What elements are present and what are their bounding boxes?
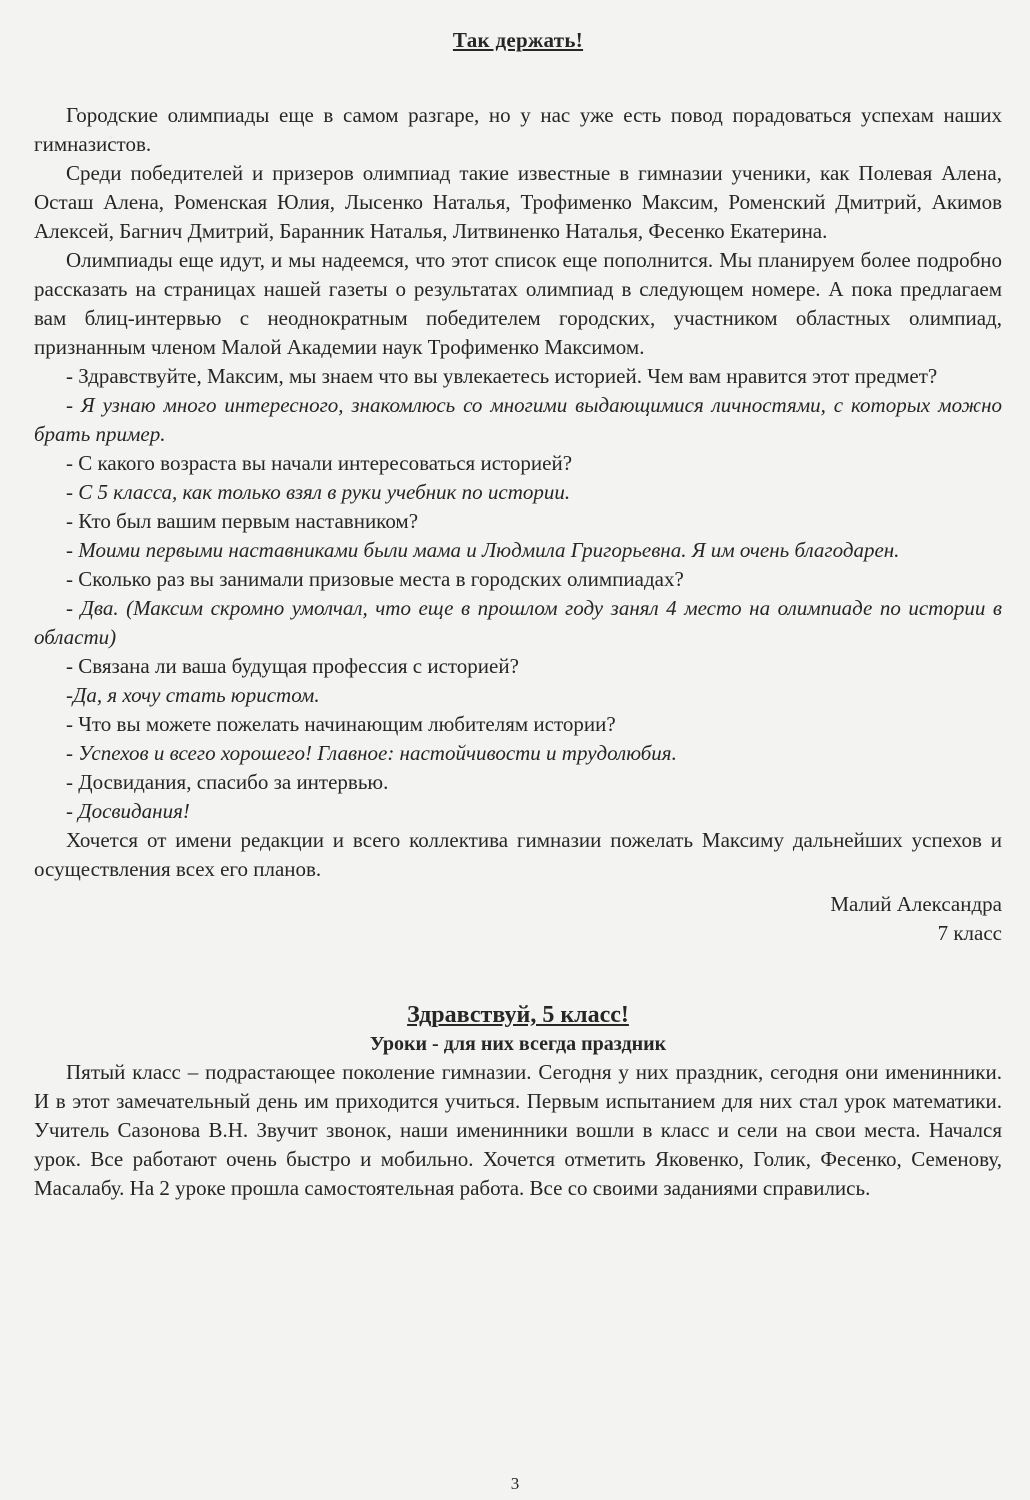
interview-answer: - Я узнаю много интересного, знакомлюсь со многими выдающимися личностями, с которых можно брать пример. bbox=[34, 393, 1002, 446]
article-subtitle: Уроки - для них всегда праздник bbox=[369, 1033, 667, 1055]
interview-question: - Что вы можете пожелать начинающим любителям истории? bbox=[66, 712, 616, 736]
article-paragraph: Пятый класс – подрастающее поколение гимназии. Сегодня у них праздник, сегодня они именинники. И в этот замечательный день им приходится учиться. Первым испытанием для них стал урок математики. Учитель Сазонова В.Н. Звучит звонок, наши именинники вошли в класс и сели на свои места. Начался урок. Все работают очень быстро и мобильно. Хочется отметить Яковенко, Голик, Фесенко, Семенову, Масалабу. На 2 уроке прошла самостоятельная работа. Все со своими заданиями справились. bbox=[34, 1060, 1002, 1200]
closing-paragraph: Хочется от имени редакции и всего коллектива гимназии пожелать Максиму дальнейших успехов и осуществления всех его планов. bbox=[34, 828, 1002, 881]
interview-answer: - Досвидания! bbox=[66, 799, 190, 823]
author-name: Малий Александра bbox=[830, 892, 1002, 916]
interview-question: - Кто был вашим первым наставником? bbox=[66, 509, 419, 533]
interview-answer: - Моими первыми наставниками были мама и Людмила Григорьевна. Я им очень благодарен. bbox=[66, 538, 900, 562]
author-class: 7 класс bbox=[937, 921, 1002, 945]
interview-answer: - Успехов и всего хорошего! Главное: настойчивости и трудолюбия. bbox=[66, 741, 677, 765]
interview-question: - Связана ли ваша будущая профессия с историей? bbox=[66, 654, 519, 678]
interview-answer: - С 5 класса, как только взял в руки учебник по истории. bbox=[66, 480, 571, 504]
article-title: Так держать! bbox=[452, 28, 584, 52]
interview-question: - Досвидания, спасибо за интервью. bbox=[66, 770, 389, 794]
interview-answer: -Да, я хочу стать юристом. bbox=[66, 683, 320, 707]
page-number: 3 bbox=[510, 1474, 520, 1493]
article-paragraph: Среди победителей и призеров олимпиад такие известные в гимназии ученики, как Полевая Алена, Осташ Алена, Роменская Юлия, Лысенко Наталья, Трофименко Максим, Роменский Дмитрий, Акимов Алексей, Багнич Дмитрий, Баранник Наталья, Литвиненко Наталья, Фесенко Екатерина. bbox=[34, 161, 1002, 243]
article-paragraph: Городские олимпиады еще в самом разгаре, но у нас уже есть повод порадоваться успехам наших гимназистов. bbox=[34, 103, 1002, 156]
article-title: Здравствуй, 5 класс! bbox=[407, 1002, 629, 1028]
newspaper-page bbox=[34, 28, 1002, 1203]
interview-answer: - Два. (Максим скромно умолчал, что еще в прошлом году занял 4 место на олимпиаде по истории в области) bbox=[34, 596, 1002, 649]
interview-question: - Здравствуйте, Максим, мы знаем что вы увлекаетесь историей. Чем вам нравится этот предмет? bbox=[66, 364, 938, 388]
article-paragraph: Олимпиады еще идут, и мы надеемся, что этот список еще пополнится. Мы планируем более подробно рассказать на страницах нашей газеты о результатах олимпиад в следующем номере. А пока предлагаем вам блиц-интервью с неоднократным победителем городских, участником областных олимпиад, признанным членом Малой Академии наук Трофименко Максимом. bbox=[34, 248, 1002, 359]
interview-question: - Сколько раз вы занимали призовые места в городских олимпиадах? bbox=[66, 567, 684, 591]
author-signature bbox=[34, 890, 1002, 948]
interview-question: - С какого возраста вы начали интересоваться историей? bbox=[66, 451, 573, 475]
